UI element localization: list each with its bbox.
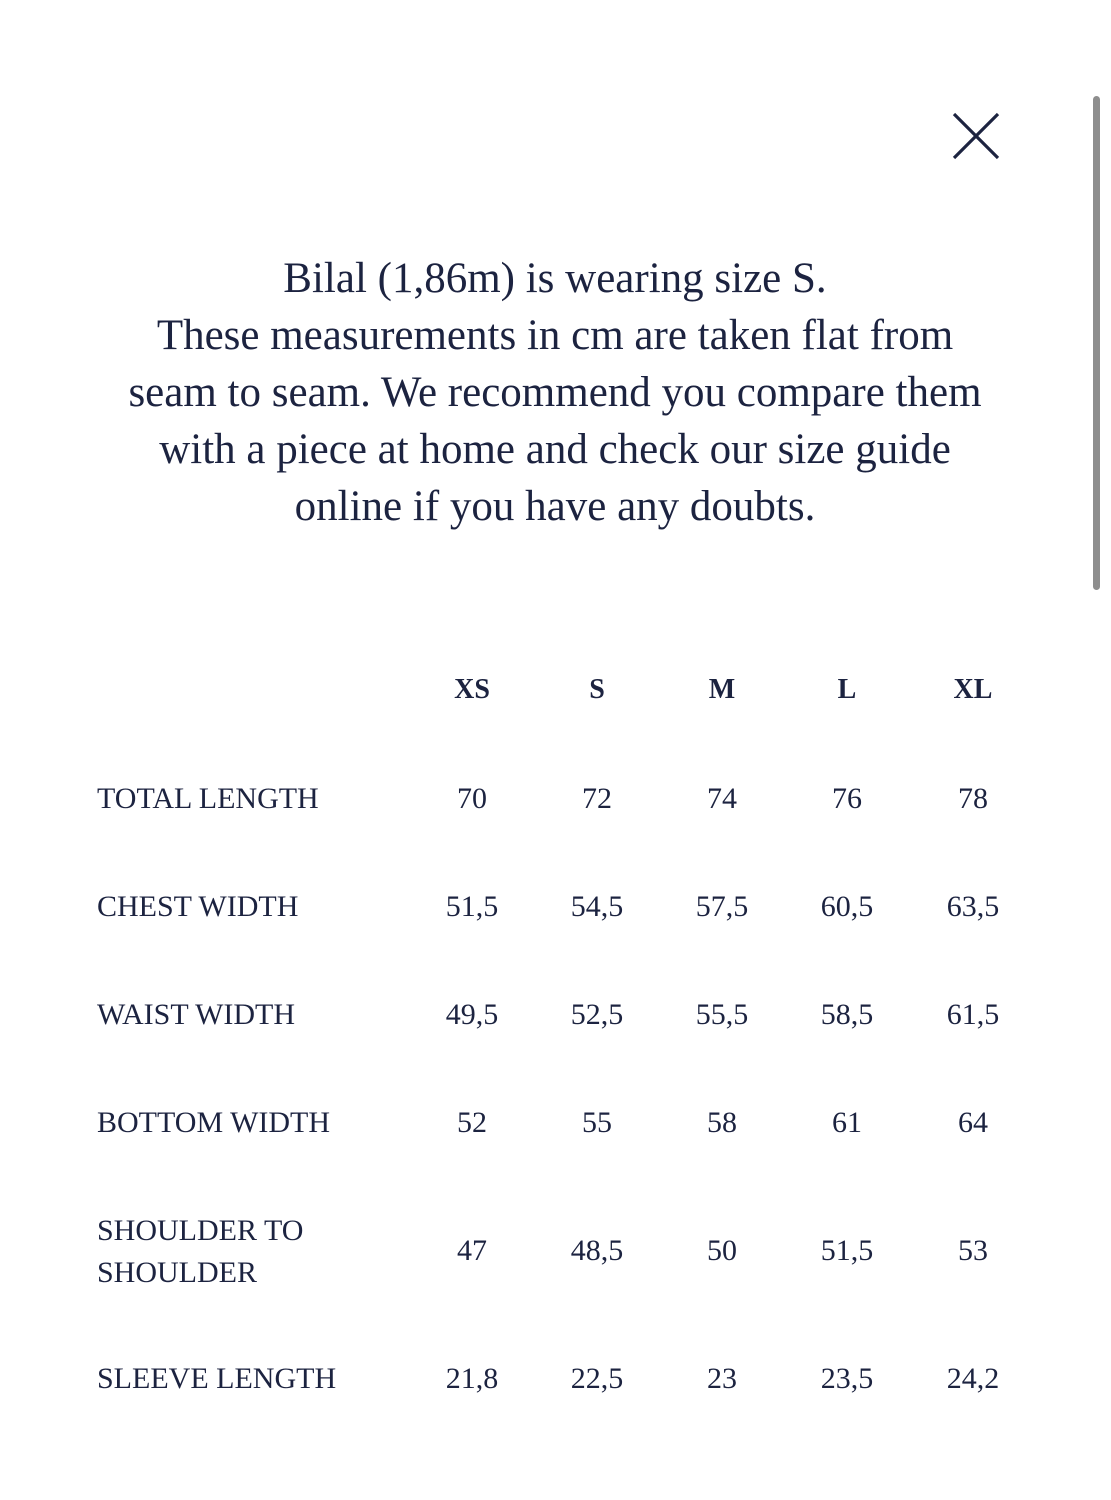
table-cell: 23,5: [820, 1362, 874, 1395]
table-cell: 24,2: [946, 1362, 1000, 1395]
table-cell: 47: [457, 1234, 487, 1267]
table-cell: 58,5: [820, 998, 874, 1031]
table-cell: 64: [958, 1106, 988, 1139]
table-cell: 57,5: [695, 890, 749, 923]
table-cell: 52: [457, 1106, 487, 1139]
table-cell: 49,5: [445, 998, 499, 1031]
row-label-line: SHOULDER TO: [97, 1214, 304, 1247]
size-header-s: S: [589, 674, 605, 705]
row-label-chest-width: CHEST WIDTH: [97, 890, 299, 923]
size-header-xl: XL: [953, 674, 993, 705]
row-label-shoulder-to-shoulder: [97, 1210, 303, 1294]
table-cell: 23: [707, 1362, 737, 1395]
size-header-m: M: [708, 674, 736, 705]
table-cell: 52,5: [570, 998, 624, 1031]
table-cell: 61,5: [946, 998, 1000, 1031]
table-cell: 54,5: [570, 890, 624, 923]
table-cell: 76: [832, 782, 862, 815]
table-cell: 70: [457, 782, 487, 815]
table-cell: 61: [832, 1106, 862, 1139]
row-label-bottom-width: BOTTOM WIDTH: [97, 1106, 331, 1139]
table-cell: 51,5: [820, 1234, 874, 1267]
table-cell: 60,5: [820, 890, 874, 923]
table-cell: 55,5: [695, 998, 749, 1031]
row-label-waist-width: WAIST WIDTH: [97, 998, 296, 1031]
table-cell: 51,5: [445, 890, 499, 923]
size-header-xs: XS: [454, 674, 490, 705]
table-cell: 48,5: [570, 1234, 624, 1267]
table-cell: 74: [707, 782, 737, 815]
table-cell: 55: [582, 1106, 612, 1139]
intro-line: with a piece at home and check our size guide: [159, 426, 951, 473]
model-info: Bilal (1,86m) is wearing size S.: [283, 255, 827, 302]
table-cell: 50: [707, 1234, 737, 1267]
table-cell: 53: [958, 1234, 988, 1267]
table-cell: 21,8: [445, 1362, 499, 1395]
intro-line: These measurements in cm are taken flat from: [156, 312, 954, 359]
table-cell: 72: [582, 782, 612, 815]
size-header-l: L: [837, 674, 857, 705]
row-label-line: SHOULDER: [97, 1256, 258, 1289]
row-label-sleeve-length: SLEEVE LENGTH: [97, 1362, 337, 1395]
table-cell: 78: [958, 782, 988, 815]
table-cell: 22,5: [570, 1362, 624, 1395]
table-cell: 63,5: [946, 890, 1000, 923]
intro-line: online if you have any doubts.: [294, 483, 816, 530]
intro-line: seam to seam. We recommend you compare them: [128, 369, 982, 416]
row-label-total-length: TOTAL LENGTH: [97, 782, 319, 815]
table-cell: 58: [707, 1106, 737, 1139]
